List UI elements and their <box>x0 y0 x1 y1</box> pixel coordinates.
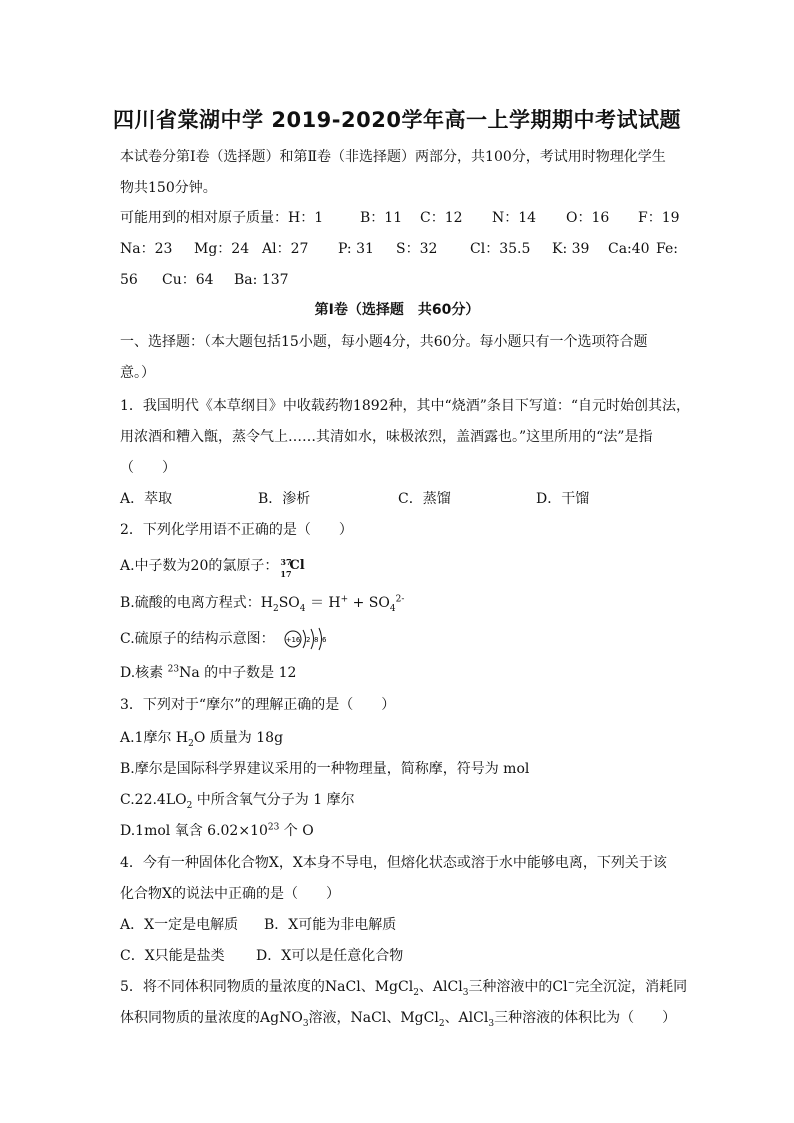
q5-l1-minus: − <box>567 978 576 989</box>
q5-l2-sub3b: 3 <box>488 1018 495 1029</box>
shell-electrons-2: 8 <box>314 636 319 644</box>
q5-l2-sub3a: 3 <box>302 1018 309 1029</box>
q4-option-a: A．X一定是电解质 <box>120 917 239 933</box>
q5-l2-b: 溶液，NaCl、MgCl <box>308 1010 439 1026</box>
mass-h: H：1 <box>288 210 324 226</box>
q2-option-b <box>120 593 680 613</box>
q3-option-a <box>120 728 680 748</box>
q5-stem-line-2 <box>120 1008 680 1028</box>
part-1-heading: 第Ⅰ卷（选择题 共60分） <box>314 302 480 318</box>
mass-n: N：14 <box>492 210 537 226</box>
mass-o: O：16 <box>566 210 610 226</box>
q2-b-so4: + SO <box>348 595 390 611</box>
mass-na: Na：23 <box>120 241 173 257</box>
q1-stem-line-2: 用浓酒和糟入甑，蒸令气上……其清如水，味极浓烈，盖酒露也。”这里所用的“法”是指 <box>120 429 653 445</box>
q1-stem-line-3: （ ） <box>120 460 176 476</box>
mass-b: B：11 <box>360 210 403 226</box>
q3-a-pre: A.1摩尔 H <box>120 730 189 746</box>
mass-al: Al：27 <box>262 241 309 257</box>
sub-2: 2 <box>272 603 279 614</box>
mass-cu: Cu：64 <box>162 272 214 288</box>
chlorine-37-nuclide <box>278 556 305 579</box>
intro-line-2: 物共150分钟。 <box>120 180 217 196</box>
q2-option-d-post: Na 的中子数是 12 <box>179 665 297 681</box>
atomic-masses-row-1 <box>120 208 680 228</box>
q3-d-pre: D.1mol 氧含 6.02×10 <box>120 823 268 839</box>
mass-c: C：12 <box>420 210 463 226</box>
mass-ca: Ca:40 <box>608 241 650 257</box>
q5-l1-sub3: 3 <box>462 987 469 998</box>
q1-option-a: A．萃取 <box>120 491 173 507</box>
shell-electrons-3: 6 <box>322 636 327 644</box>
sodium-mass-number: 23 <box>167 664 180 675</box>
sup-charge: 2- <box>395 594 405 605</box>
q2-b-eq: ＝ H <box>305 595 341 611</box>
q3-c-post: 中所含氧气分子为 1 摩尔 <box>192 792 355 808</box>
q3-c-pre: C.22.4LO <box>120 792 187 808</box>
nucleus-charge: +16 <box>285 636 301 644</box>
q2-option-a-text: A.中子数为20的氯原子： <box>120 558 279 574</box>
q5-stem-line-1 <box>120 977 688 998</box>
mass-s: S：32 <box>396 241 438 257</box>
nuclide-mass-number: 37 <box>280 557 292 567</box>
sup-plus: + <box>340 594 349 605</box>
q2-option-d-pre: D.核素 <box>120 665 168 681</box>
q3-stem: 3．下列对于“摩尔”的理解正确的是（ ） <box>120 697 396 713</box>
q2-option-d <box>120 663 680 683</box>
q4-stem-line-2: 化合物X的说法中正确的是（ ） <box>120 886 340 902</box>
q1-stem-line-1: 1．我国明代《本草纲目》中收载药物1892种，其中“烧酒”条目下写道：“自元时始创其法， <box>120 398 691 414</box>
document-title: 四川省棠湖中学 2019-2020学年高一上学期期中考试试题 <box>113 108 681 132</box>
q1-option-d: D．干馏 <box>536 491 590 507</box>
q3-a-sub: 2 <box>188 738 194 749</box>
mass-p: P: 31 <box>338 241 374 257</box>
q2-stem: 2．下列化学用语不正确的是（ ） <box>120 522 353 538</box>
q2-option-c <box>120 627 680 651</box>
q2-option-a <box>120 556 680 579</box>
q3-a-post: O 质量为 18g <box>193 730 284 746</box>
q1-option-b: B．渗析 <box>258 491 311 507</box>
q5-l2-sub2: 2 <box>438 1018 445 1029</box>
q5-l1-c: 三种溶液中的Cl <box>468 979 568 995</box>
mass-k: K: 39 <box>552 241 590 257</box>
q5-l2-c: 、AlCl <box>444 1010 489 1026</box>
atomic-masses-lead: 可能用到的相对原子质量： <box>120 210 288 226</box>
q3-c-sub: 2 <box>186 800 193 811</box>
q3-d-sup: 23 <box>267 822 280 833</box>
q5-l2-d: 三种溶液的体积比为（ ） <box>494 1010 677 1026</box>
q3-option-c <box>120 790 680 810</box>
section-intro-line-2: 意。） <box>120 365 155 381</box>
sub-4: 4 <box>299 603 306 614</box>
q4-option-c: C．X只能是盐类 <box>120 948 225 964</box>
mass-mg: Mg：24 <box>194 241 250 257</box>
mass-ba: Ba: 137 <box>234 272 289 288</box>
q3-d-post: 个 O <box>279 823 314 839</box>
q2-option-b-text: B.硫酸的电离方程式：H <box>120 595 273 611</box>
q4-option-d: D．X可以是任意化合物 <box>256 948 404 964</box>
q5-l2-a: 体积同物质的量浓度的AgNO <box>120 1010 303 1026</box>
mass-f: F：19 <box>638 210 680 226</box>
intro-line-1: 本试卷分第Ⅰ卷（选择题）和第Ⅱ卷（非选择题）两部分，共100分，考试用时物理化学生 <box>120 149 666 165</box>
q5-l1-a: 5．将不同体积同物质的量浓度的NaCl、MgCl <box>120 979 414 995</box>
q4-option-b: B．X可能为非电解质 <box>264 917 397 933</box>
q3-option-b: B.摩尔是国际科学界建议采用的一种物理量，简称摩，符号为 mol <box>120 761 530 777</box>
q5-l1-sub2: 2 <box>413 987 419 998</box>
q5-l1-d: 完全沉淀，消耗同 <box>575 979 688 995</box>
mass-fe-label: Fe: <box>656 241 678 257</box>
mass-fe-value: 56 <box>120 272 138 288</box>
sub-4b: 4 <box>389 603 396 614</box>
q1-option-c: C．蒸馏 <box>398 491 451 507</box>
q2-option-c-text: C.硫原子的结构示意图： <box>120 631 275 647</box>
section-intro-line-1: 一、选择题：（本大题包括15小题，每小题4分，共60分。每小题只有一个选项符合题 <box>120 334 648 350</box>
q5-l1-b: 、AlCl <box>418 979 463 995</box>
shell-electrons-1: 2 <box>306 636 311 644</box>
nuclide-atomic-number: 17 <box>280 569 292 579</box>
mass-cl: Cl：35.5 <box>470 241 531 257</box>
q3-option-d <box>120 821 680 841</box>
q2-b-so: SO <box>278 595 300 611</box>
nuclide-symbol: Cl <box>289 558 305 573</box>
sulfur-atom-structure-diagram <box>283 627 331 651</box>
q4-stem-line-1: 4．今有一种固体化合物X，X本身不导电，但熔化状态或溶于水中能够电离，下列关于该 <box>120 855 667 871</box>
